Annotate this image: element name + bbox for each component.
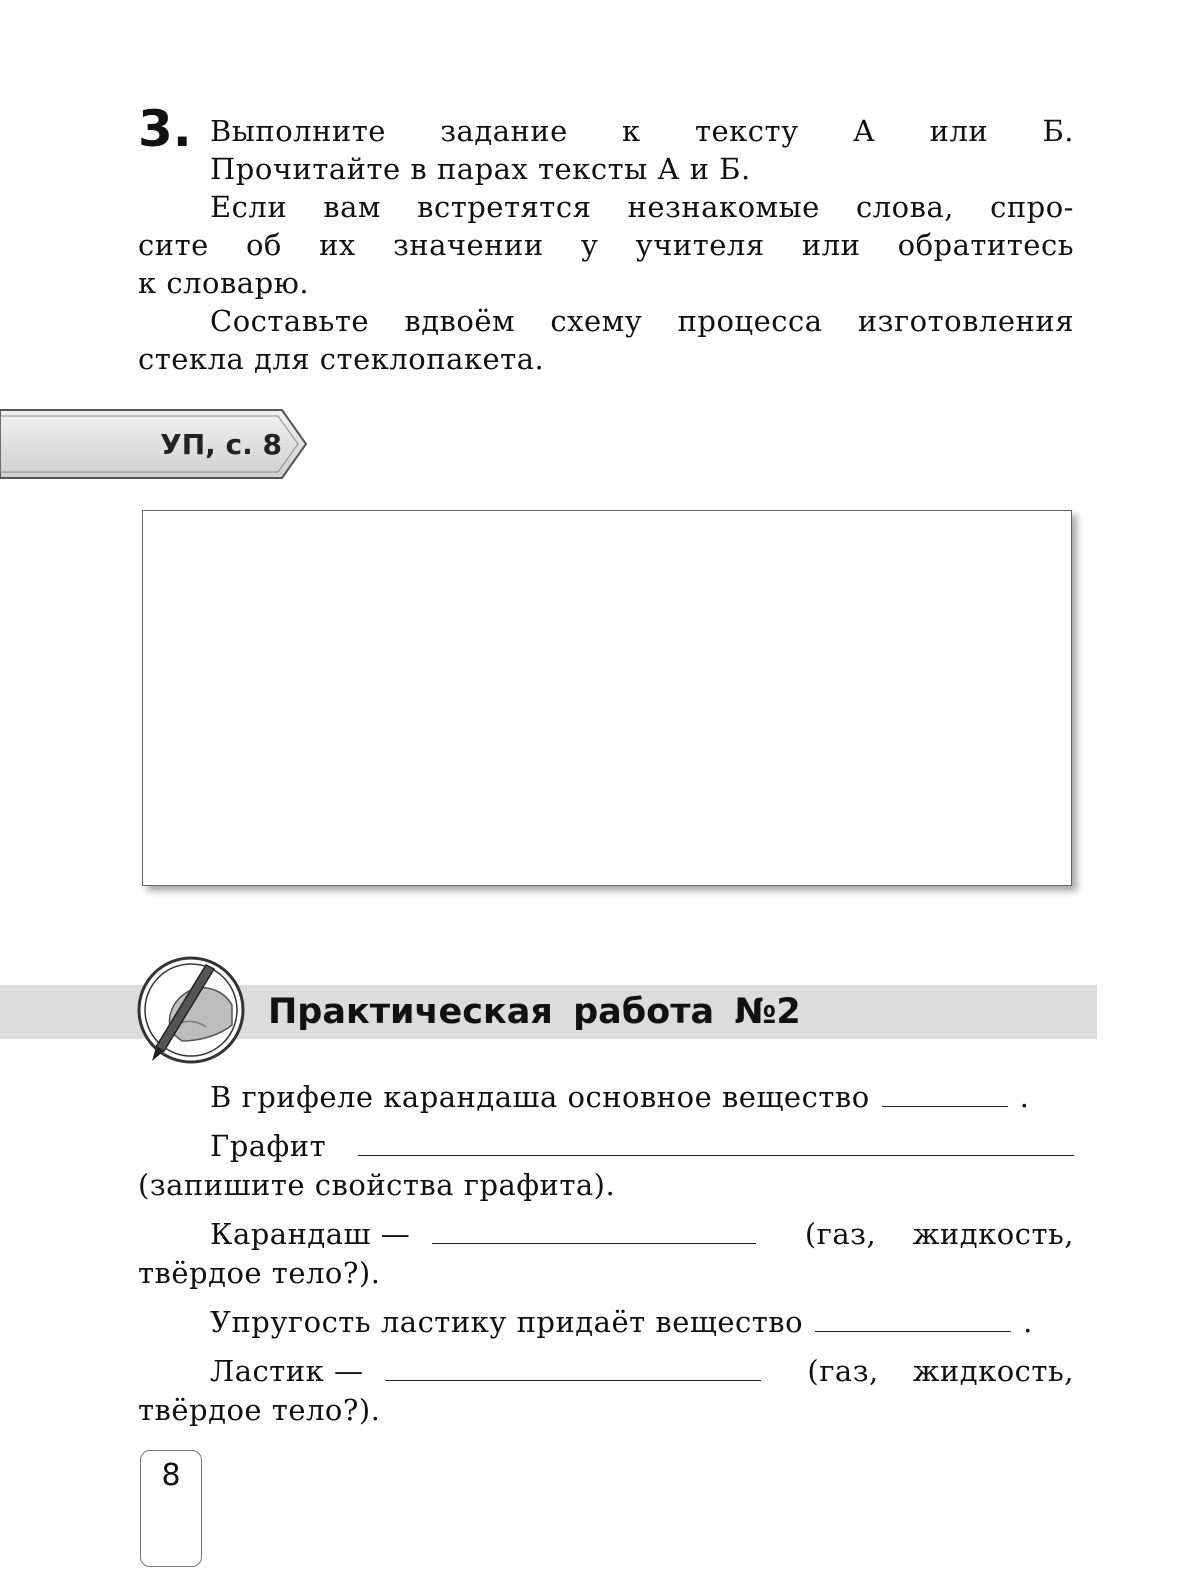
- task-line-1: Выполните задание к тексту А или Б.: [210, 114, 1074, 148]
- sentence-5-text: Ластик —: [210, 1354, 364, 1388]
- task-line-2: Прочитайте в парах тексты А и Б.: [210, 152, 751, 186]
- sentence-3-text: Карандаш —: [210, 1217, 411, 1251]
- sentence-5-hint-a: (газ,: [807, 1354, 879, 1388]
- sentence-2: [138, 1127, 1074, 1166]
- blank-pencil-state[interactable]: [432, 1219, 756, 1244]
- sentence-2-text: Графит: [210, 1129, 327, 1163]
- sentence-1-text: В грифеле карандаша основное вещество: [210, 1080, 870, 1114]
- sentence-5-cont: твёрдое тело?).: [138, 1393, 381, 1427]
- practical-work: [138, 1078, 1074, 1430]
- blank-main-substance[interactable]: [882, 1082, 1008, 1107]
- sentence-5-hint-b: жидкость,: [912, 1354, 1074, 1388]
- reference-tag: УП, с. 8: [160, 427, 282, 461]
- sentence-4-end: .: [1023, 1305, 1033, 1339]
- task-line-3: Если вам встретятся незнакомые слова, спро-: [210, 190, 1074, 224]
- answer-box[interactable]: [142, 510, 1072, 886]
- sentence-1: [138, 1078, 1074, 1117]
- sentence-3-hint-b: жидкость,: [912, 1217, 1074, 1251]
- sentence-3-hint-a: (газ,: [804, 1217, 877, 1251]
- task-line-7: стекла для стеклопакета.: [138, 342, 545, 376]
- blank-eraser-state[interactable]: [385, 1356, 761, 1381]
- sentence-4-text: Упругость ластику придаёт вещество: [210, 1305, 804, 1339]
- task-line-4: сите об их значении у учителя или обратитесь: [138, 228, 1074, 262]
- task-line-6: Составьте вдвоём схему процесса изготовления: [210, 304, 1074, 338]
- sentence-2-cont: (запишите свойства графита).: [138, 1168, 616, 1202]
- task-number: 3.: [138, 100, 192, 158]
- section-title: Практическая работа №2: [268, 992, 801, 1032]
- sentence-3-cont: твёрдое тело?).: [138, 1256, 381, 1290]
- sentence-3: [138, 1215, 1074, 1254]
- sentence-5: [138, 1352, 1074, 1391]
- blank-eraser-substance[interactable]: [815, 1307, 1011, 1332]
- task-line-5: к словарю.: [138, 266, 310, 300]
- sentence-4: [138, 1303, 1074, 1342]
- pencil-hand-icon: [136, 955, 246, 1065]
- page-number: 8: [161, 1458, 181, 1493]
- task-3: [138, 100, 1074, 378]
- blank-graphite-properties[interactable]: [358, 1131, 1074, 1156]
- sentence-1-end: .: [1019, 1080, 1030, 1114]
